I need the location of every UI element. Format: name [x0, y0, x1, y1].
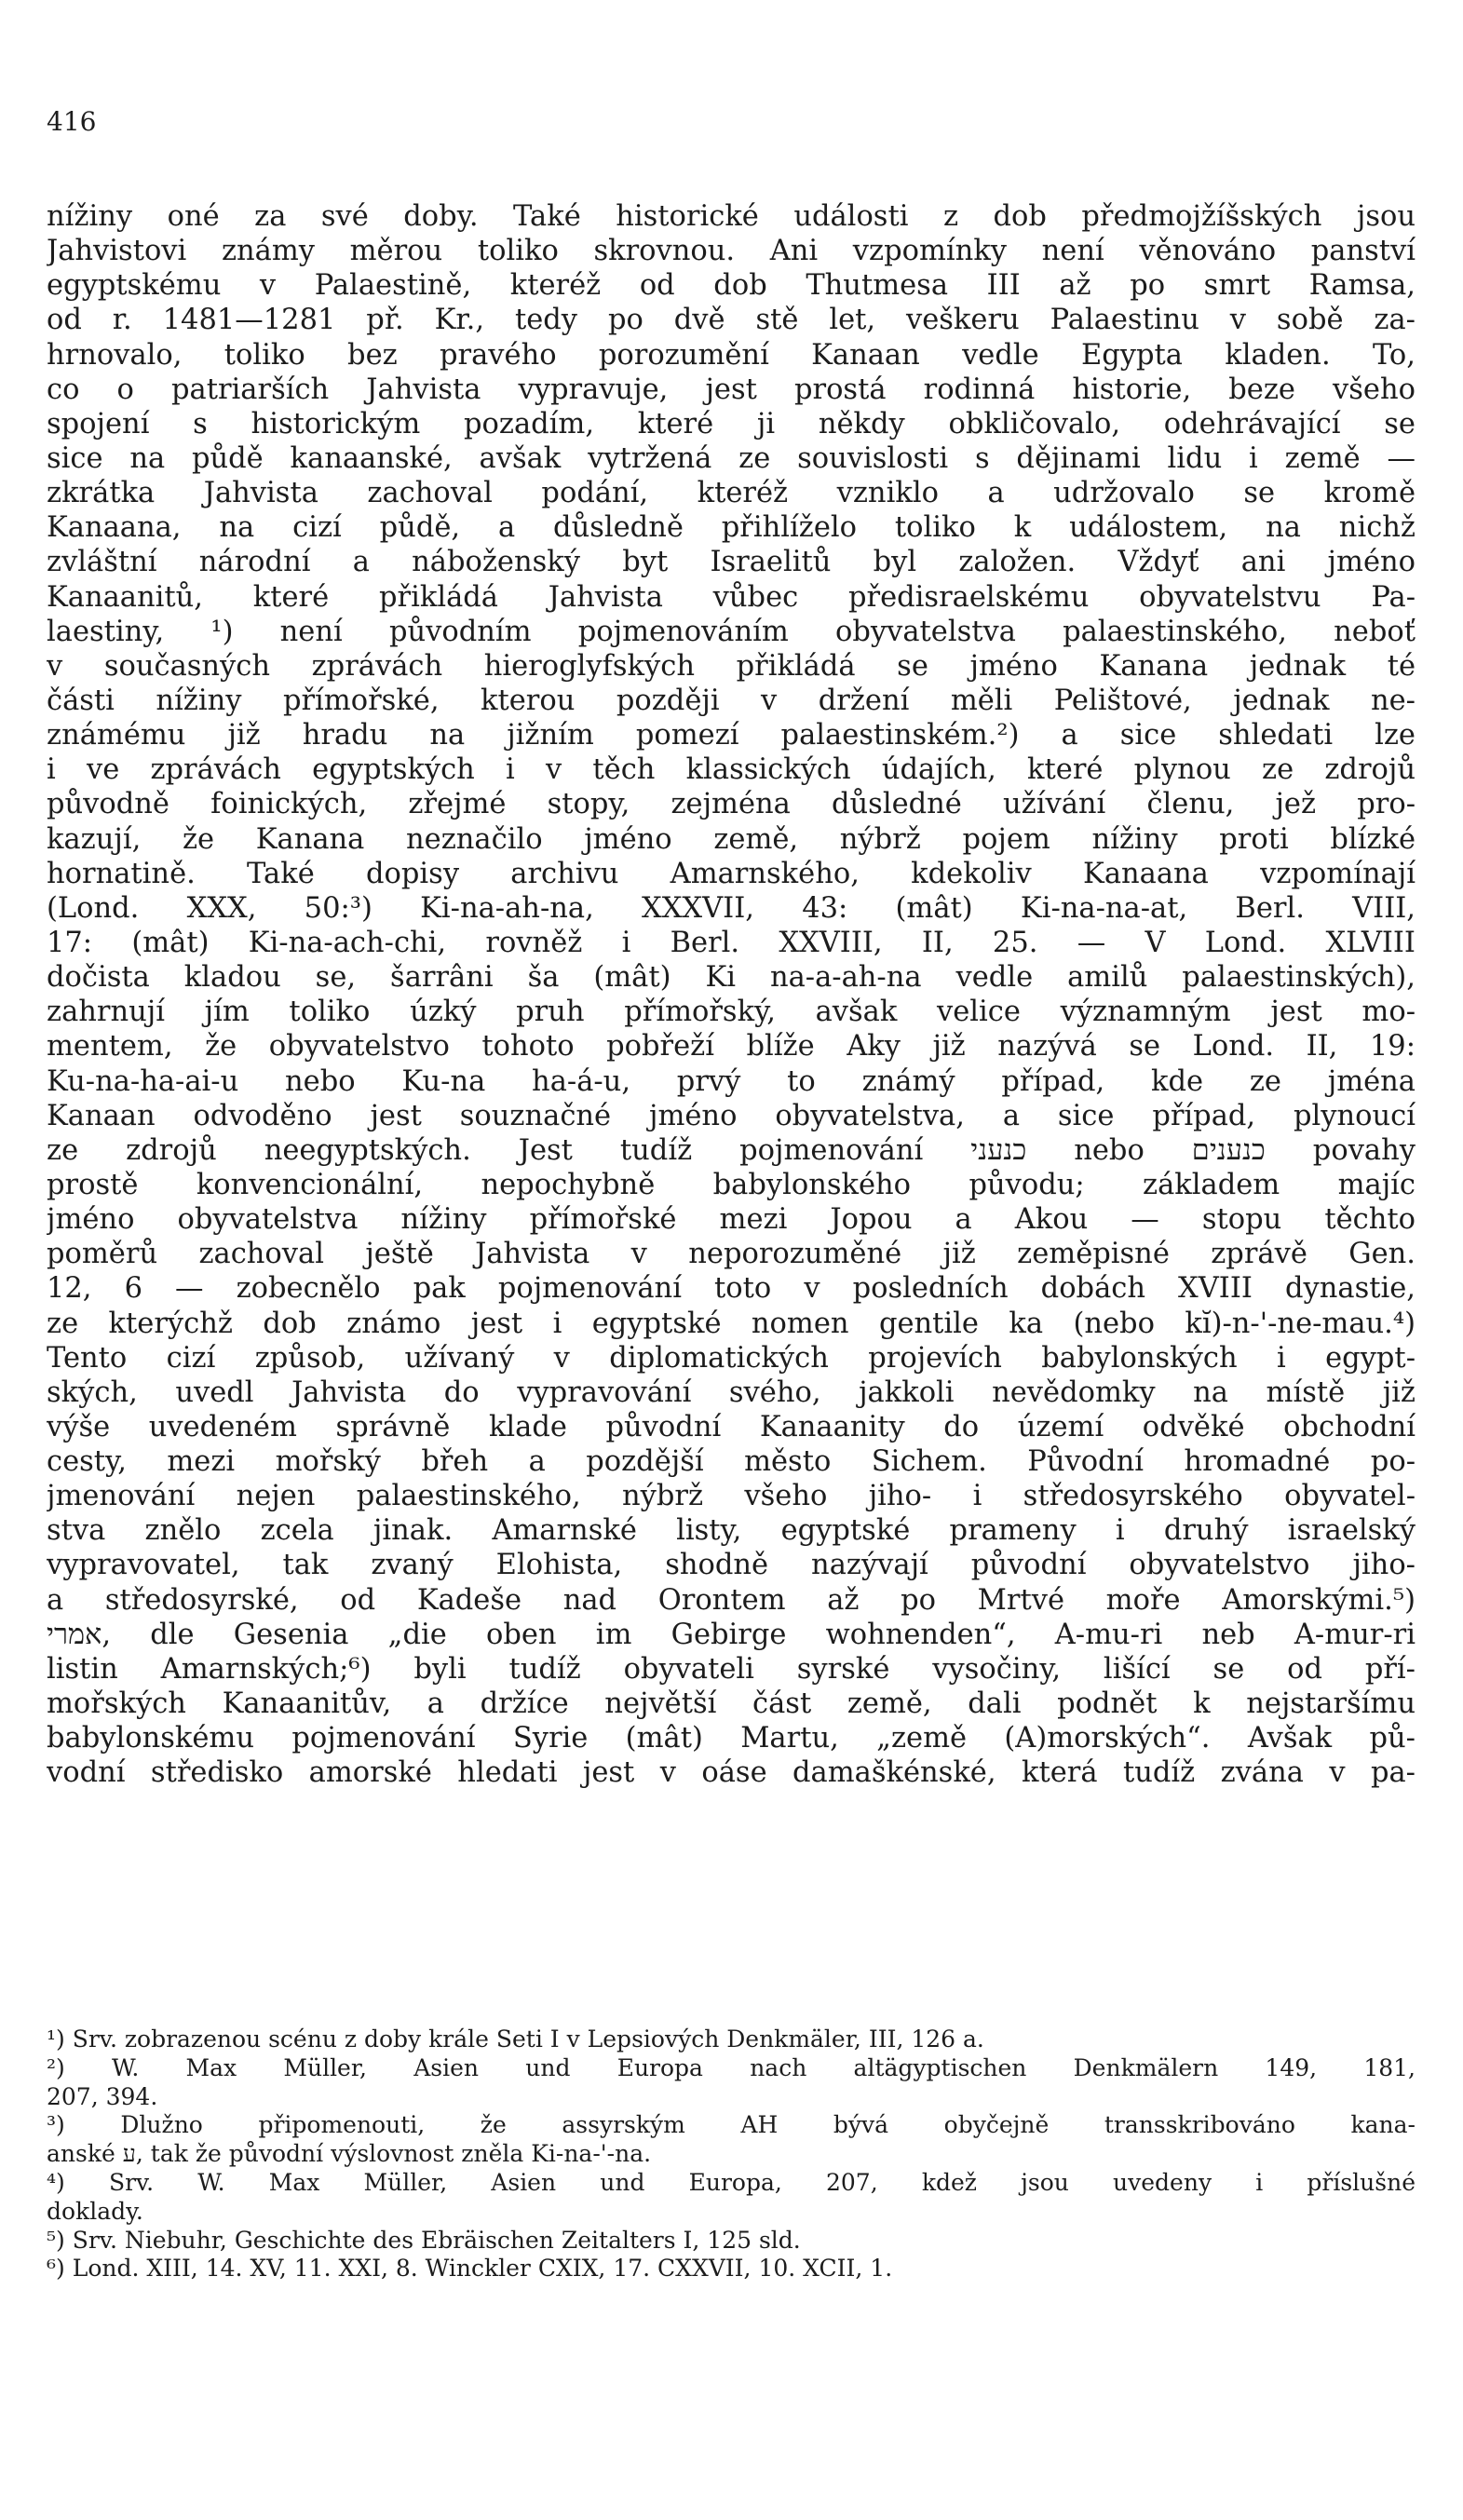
main-text	[47, 199, 1416, 1790]
text-line: Kanaan odvoděno jest souznačné jméno obyvatelstva, a sice případ, plynoucí	[47, 1099, 1416, 1132]
text-line: poměrů zachoval ještě Jahvista v neporozuměné již zeměpisné zprávě Gen.	[47, 1238, 1416, 1271]
text-line: ze kterýchž dob známo jest i egyptské nomen gentile ka (nebo kĭ)-n-'-ne-mau.⁴)	[47, 1307, 1416, 1340]
text-line: ských, uvedl Jahvista do vypravování svého, jakkoli nevědomky na místě již	[47, 1375, 1416, 1409]
footnote-line: ¹) Srv. zobrazenou scénu z doby krále Seti I v Lepsiových Denkmäler, III, 126 a.	[47, 2025, 984, 2053]
text-line: babylonskému pojmenování Syrie (mât) Martu, „země (A)morských“. Avšak pů-	[47, 1722, 1416, 1755]
text-line: zvláštní národní a náboženský byt Israelitů byl založen. Vždyť ani jméno	[47, 546, 1416, 579]
text-line: jmenování nejen palaestinského, nýbrž všeho jiho- i středosyrského obyvatel-	[47, 1480, 1416, 1513]
footnote-line: ²) W. Max Müller, Asien und Europa nach altägyptischen Denkmälern 149, 181,	[47, 2053, 1416, 2081]
text-line: od r. 1481—1281 př. Kr., tedy po dvě stě let, veškeru Palaestinu v sobě za-	[47, 304, 1416, 337]
text-line: Tento cizí způsob, užívaný v diplomatických projevích babylonských i egypt-	[47, 1341, 1416, 1375]
text-line: cesty, mezi mořský břeh a pozdější město Sichem. Původní hromadné po-	[47, 1445, 1416, 1479]
text-line: co o patriarších Jahvista vypravuje, jest prostá rodinná historie, beze všeho	[47, 373, 1416, 406]
footnote-line: ⁴) Srv. W. Max Müller, Asien und Europa, 207, kdež jsou uvedeny i příslušné	[47, 2168, 1416, 2196]
footnote-line: doklady.	[47, 2197, 143, 2225]
text-line: dočista kladou se, šarrâni ša (mât) Ki na-a-ah-na vedle amilů palaestinských),	[47, 961, 1416, 995]
text-line: v současných zprávách hieroglyfských přikládá se jméno Kanana jednak té	[47, 649, 1416, 683]
footnotes	[47, 2025, 1416, 2283]
text-line: původně foinických, zřejmé stopy, zejména důsledné užívání členu, jež pro-	[47, 788, 1416, 821]
text-line: mentem, že obyvatelstvo tohoto pobřeží blíže Aky již nazývá se Lond. II, 19:	[47, 1030, 1416, 1064]
text-line: prostě konvencionální, nepochybně babylonského původu; základem majíc	[47, 1168, 1416, 1201]
text-line: egyptskému v Palaestině, kteréž od dob Thutmesa III až po smrt Ramsa,	[47, 269, 1416, 303]
text-line: spojení s historickým pozadím, které ji někdy obkličovalo, odehrávající se	[47, 407, 1416, 440]
footnote-line: 207, 394.	[47, 2082, 158, 2110]
text-line: známému již hradu na jižním pomezí palaestinském.²) a sice shledati lze	[47, 719, 1416, 752]
footnote-line: ⁶) Lond. XIII, 14. XV, 11. XXI, 8. Winckler CXIX, 17. CXXVII, 10. XCII, 1.	[47, 2255, 893, 2283]
text-line: stva znělo zcela jinak. Amarnské listy, egyptské prameny i druhý israelský	[47, 1514, 1416, 1548]
text-line: 17: (mât) Ki-na-ach-chi, rovněž i Berl. XXVIII, II, 25. — V Lond. XLVIII	[47, 926, 1416, 959]
text-line: hrnovalo, toliko bez pravého porozumění Kanaan vedle Egypta kladen. To,	[47, 338, 1416, 372]
text-line: zahrnují jím toliko úzký pruh přímořský, avšak velice významným jest mo-	[47, 996, 1416, 1029]
text-line: nížiny oné za své doby. Také historické události z dob předmojžíšských jsou	[47, 200, 1416, 233]
text-line: zkrátka Jahvista zachoval podání, kteréž vzniklo a udržovalo se kromě	[47, 477, 1416, 510]
text-line: אמרי, dle Gesenia „die oben im Gebirge wohnenden“, A-mu-ri neb A-mur-ri	[47, 1618, 1416, 1651]
text-line: části nížiny přímořské, kterou později v držení měli Pelištové, jednak ne-	[47, 684, 1416, 717]
text-line: vodní středisko amorské hledati jest v oáse damaškénské, která tudíž zvána v pa-	[47, 1756, 1416, 1790]
text-line: (Lond. XXX, 50:³) Ki-na-ah-na, XXXVII, 43: (mât) Ki-na-na-at, Berl. VIII,	[47, 891, 1416, 925]
text-line: hornatině. Také dopisy archivu Amarnského, kdekoliv Kanaana vzpomínají	[47, 857, 1416, 890]
footnote-line: ⁵) Srv. Niebuhr, Geschichte des Ebräischen Zeitalters I, 125 sld.	[47, 2226, 801, 2254]
text-line: výše uvedeném správně klade původní Kanaanity do území odvěké obchodní	[47, 1410, 1416, 1443]
footnote-line: anské ע, tak že původní výslovnost zněla Ki-na-'-na.	[47, 2140, 652, 2168]
text-line: Kanaana, na cizí půdě, a důsledně přihlíželo toliko k událostem, na nichž	[47, 511, 1416, 545]
text-line: i ve zprávách egyptských i v těch klassických údajích, které plynou ze zdrojů	[47, 753, 1416, 787]
text-line: jméno obyvatelstva nížiny přímořské mezi Jopou a Akou — stopu těchto	[47, 1203, 1416, 1237]
text-line: Kanaanitů, které přikládá Jahvista vůbec předisraelskému obyvatelstvu Pa-	[47, 580, 1416, 614]
text-line: Ku-na-ha-ai-u nebo Ku-na ha-á-u, prvý to známý případ, kde ze jména	[47, 1064, 1416, 1098]
text-line: mořských Kanaanitův, a držíce největší část země, dali podnět k nejstaršímu	[47, 1687, 1416, 1721]
text-line: listin Amarnských;⁶) byli tudíž obyvateli syrské vysočiny, lišící se od pří-	[47, 1652, 1416, 1686]
text-line: 12, 6 — zobecnělo pak pojmenování toto v posledních dobách XVIII dynastie,	[47, 1272, 1416, 1306]
footnote-line: ³) Dlužno připomenouti, že assyrským AH bývá obyčejně transskribováno kana-	[47, 2111, 1416, 2139]
text-line: a středosyrské, od Kadeše nad Orontem až po Mrtvé moře Amorskými.⁵)	[47, 1583, 1416, 1617]
text-line: ze zdrojů neegyptských. Jest tudíž pojmenování כנעני nebo כנענים povahy	[47, 1133, 1416, 1167]
text-line: kazují, že Kanana neznačilo jméno země, nýbrž pojem nížiny proti blízké	[47, 822, 1416, 856]
text-line: Jahvistovi známy měrou toliko skrovnou. Ani vzpomínky není věnováno panství	[47, 235, 1416, 268]
page-number: 416	[47, 106, 97, 137]
text-line: sice na půdě kanaanské, avšak vytržená ze souvislosti s dějinami lidu i země —	[47, 441, 1416, 475]
text-line: vypravovatel, tak zvaný Elohista, shodně nazývají původní obyvatelstvo jiho-	[47, 1549, 1416, 1582]
text-line: laestiny, ¹) není původním pojmenováním obyvatelstva palaestinského, neboť	[47, 615, 1416, 648]
